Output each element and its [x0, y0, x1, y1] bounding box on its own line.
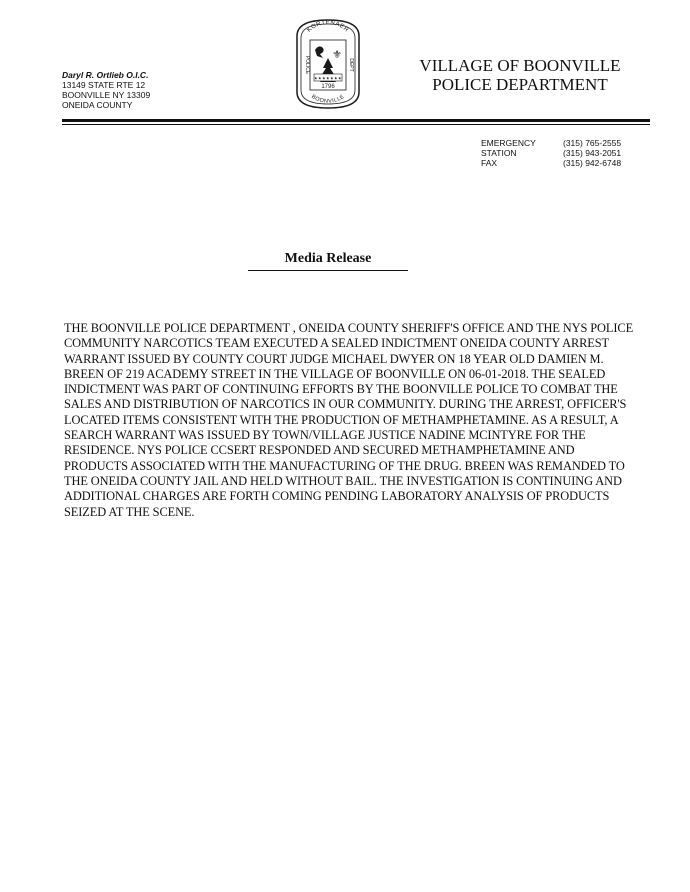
contact-row-station [481, 148, 621, 158]
release-body: THE BOONVILLE POLICE DEPARTMENT , ONEIDA COUNTY SHERIFF'S OFFICE AND THE NYS POLICE COMMUNITY NARCOTICS TEAM EXECUTED A SEALED INDICTMENT ONEIDA COUNTY ARREST WARRANT ISSUED BY COUNTY COURT JUDGE MICHAEL DWYER ON 18 YEAR OLD DAMIEN M. BREEN OF 219 ACADEMY STREET IN THE VILLAGE OF BOONVILLE ON 06-01-2018. THE SEALED INDICTMENT WAS PART OF CONTINUING EFFORTS BY THE BOONVILLE POLICE TO COMBAT THE SALES AND DISTRIBUTION OF NARCOTICS IN OUR COMMUNITY. DURING THE ARREST, OFFICER'S LOCATED ITEMS CONSISTENT WITH THE PRODUCTION OF METHAMPHETAMINE. AS A RESULT, A SEARCH WARRANT WAS ISSUED BY TOWN/VILLAGE JUSTICE NADINE MCINTYRE FOR THE RESIDENCE. NYS POLICE CCSERT RESPONDED AND SECURED METHAMPHETAMINE AND PRODUCTS ASSOCIATED WITH THE MANUFACTURING OF THE DRUG. BREEN WAS REMANDED TO THE ONEIDA COUNTY JAIL AND HELD WITHOUT BAIL. THE INVESTIGATION IS CONTINUING AND ADDITIONAL CHARGES ARE FORTH COMING PENDING LABORATORY ANALYSIS OF PRODUCTS SEIZED AT THE SCENE. [64, 321, 634, 519]
police-seal-icon [293, 18, 363, 110]
contact-row-fax [481, 158, 621, 168]
header-rule-thick [62, 119, 650, 122]
org-line2: POLICE DEPARTMENT [432, 75, 608, 94]
contact-number: (315) 943-2051 [563, 148, 622, 158]
org-name [405, 56, 635, 94]
release-title: Media Release [284, 251, 372, 266]
seal-bottom-text: BOONVILLE [310, 93, 346, 105]
contact-numbers [481, 138, 621, 168]
seal-top-text: KORTENAER [306, 19, 350, 34]
contact-number: (315) 942-6748 [563, 158, 622, 168]
svg-text:★★★★★★★: ★★★★★★★ [314, 75, 342, 81]
officer-block [62, 70, 150, 110]
seal-right-text: DEPT [348, 58, 354, 72]
officer-county: ONEIDA COUNTY [62, 100, 133, 110]
contact-row-emergency [481, 138, 621, 148]
officer-address-line1: 13149 STATE RTE 12 [62, 80, 146, 90]
seal-left-text: POLICE [304, 55, 310, 75]
officer-address-line2: BOONVILLE NY 13309 [62, 90, 151, 100]
contact-number: (315) 765-2555 [563, 138, 622, 148]
org-line1: VILLAGE OF BOONVILLE [419, 56, 621, 75]
contact-label: STATION [481, 148, 517, 158]
svg-text:⚜: ⚜ [332, 48, 342, 61]
release-title-underline [248, 270, 408, 271]
contact-label: FAX [481, 158, 498, 168]
contact-label: EMERGENCY [481, 138, 536, 148]
officer-name: Daryl R. Ortlieb O.I.C. [62, 70, 149, 80]
seal-year: 1796 [321, 84, 335, 90]
header-rule-thin [62, 124, 650, 125]
